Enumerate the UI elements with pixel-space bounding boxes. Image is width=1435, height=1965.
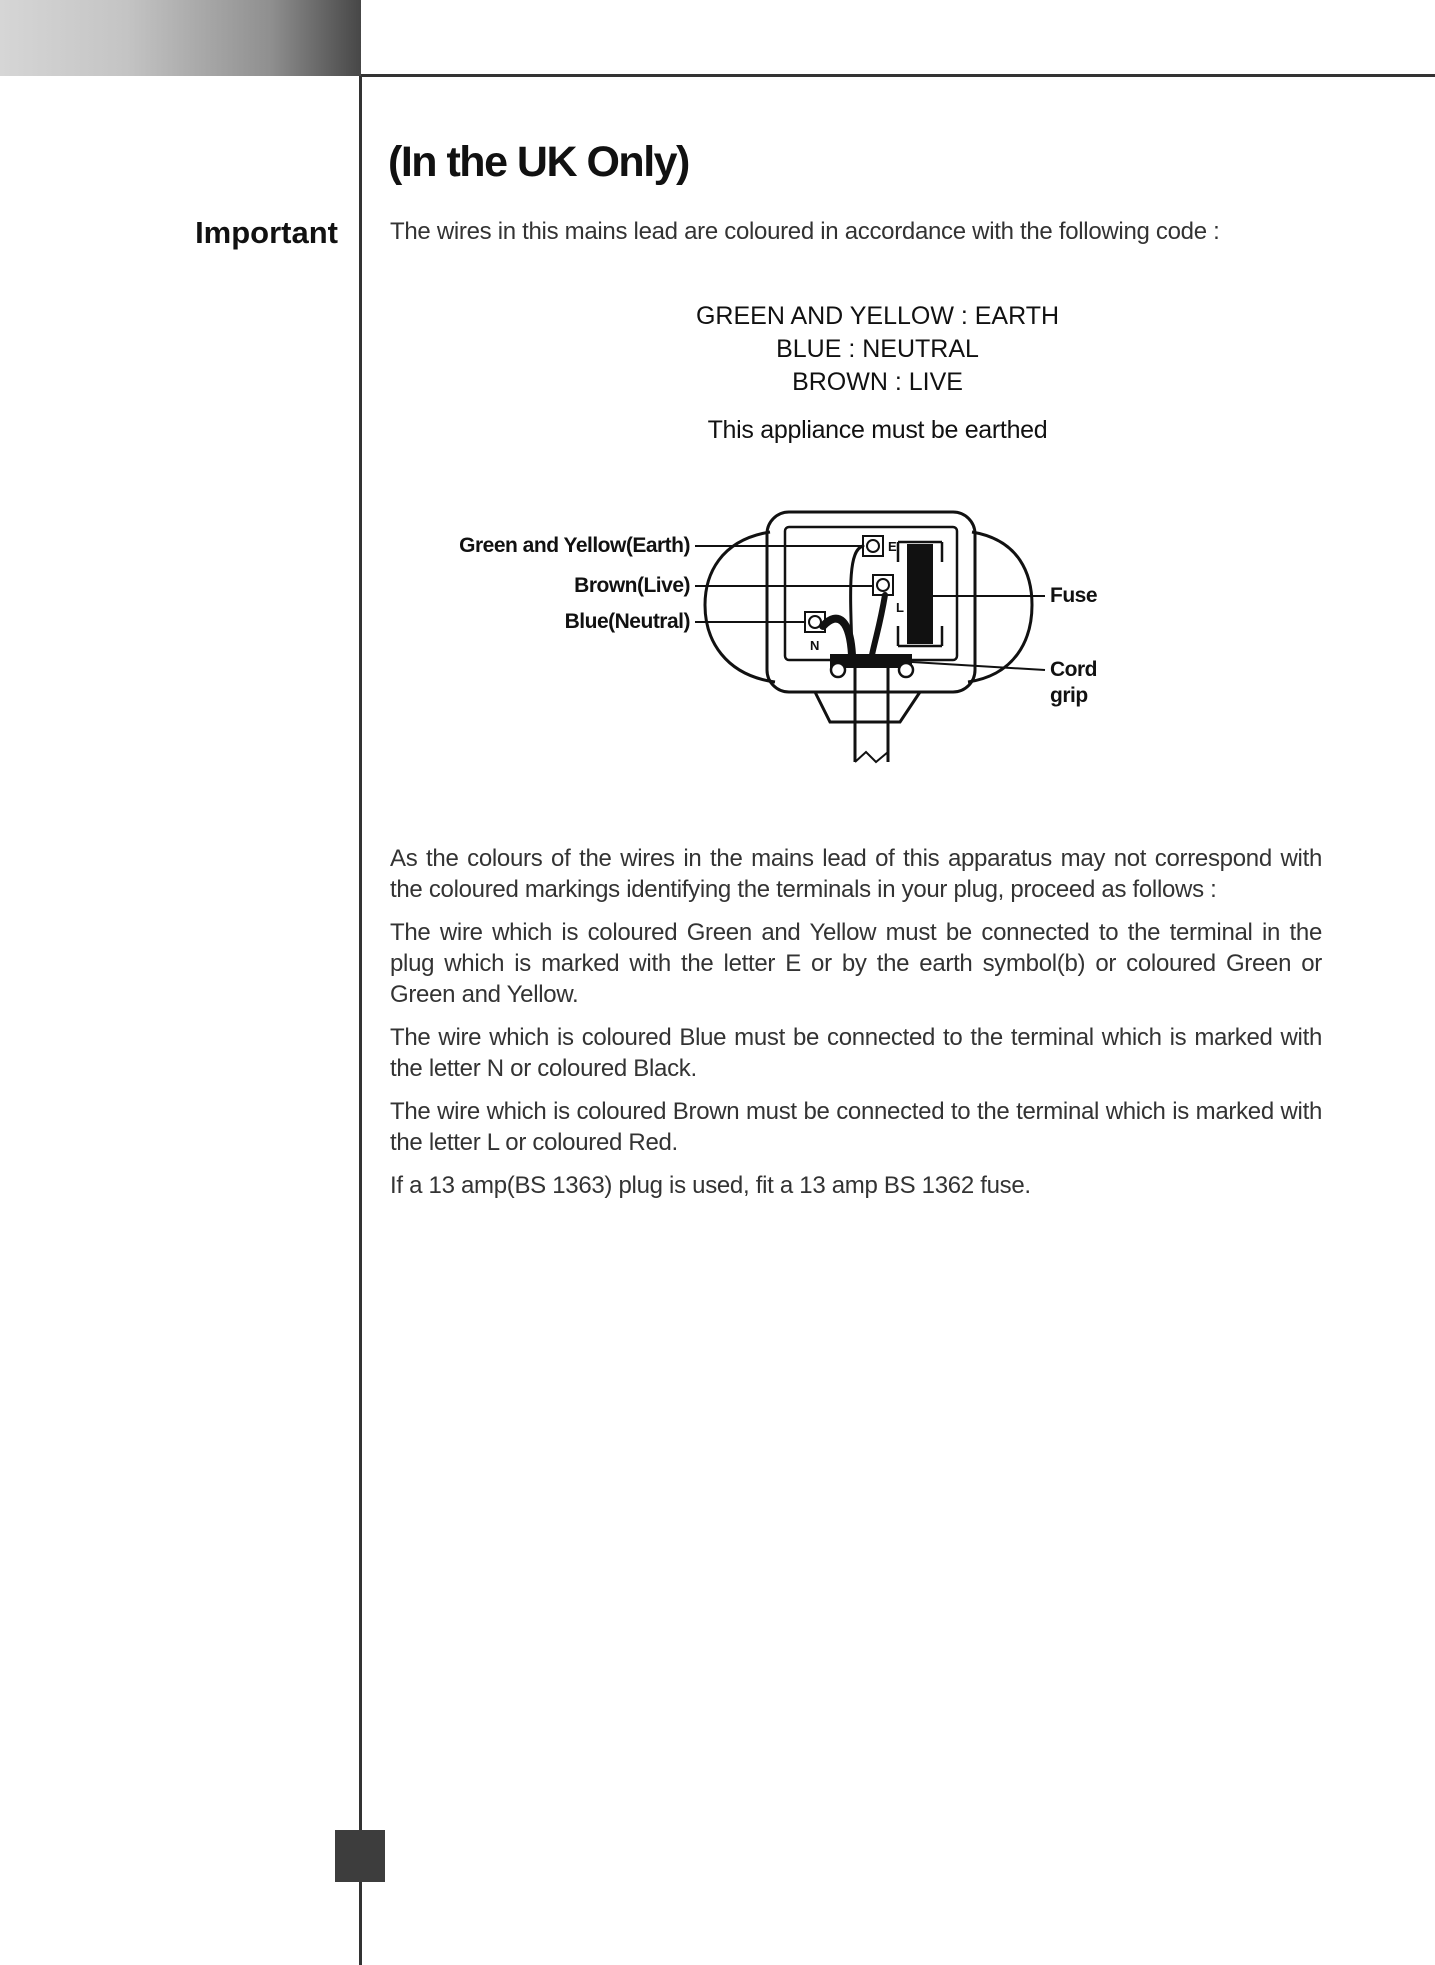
label-cord: Cord bbox=[1050, 658, 1097, 681]
side-label-important: Important bbox=[195, 215, 338, 250]
instruction-paragraph: If a 13 amp(BS 1363) plug is used, fit a 13 amp BS 1362 fuse. bbox=[390, 1172, 1031, 1199]
instruction-paragraph: The wire which is coloured Blue must be connected to the terminal which is marked with the letter N or coloured Black. bbox=[390, 1024, 1322, 1082]
label-earth: Green and Yellow(Earth) bbox=[459, 534, 690, 557]
code-line-earth: GREEN AND YELLOW : EARTH bbox=[695, 302, 1060, 330]
label-live: Brown(Live) bbox=[574, 574, 690, 597]
code-line-live: BROWN : LIVE bbox=[792, 368, 963, 396]
margin-rule bbox=[359, 76, 362, 1965]
terminal-label-e: E bbox=[888, 539, 897, 554]
page-title: (In the UK Only) bbox=[388, 138, 689, 186]
label-grip: grip bbox=[1050, 684, 1088, 707]
label-fuse: Fuse bbox=[1050, 584, 1098, 607]
plug-wiring-diagram bbox=[420, 500, 1120, 770]
page-marker bbox=[335, 1830, 385, 1882]
terminal-label-l: L bbox=[896, 600, 904, 615]
header-tab bbox=[0, 0, 361, 76]
earthed-note: This appliance must be earthed bbox=[707, 416, 1048, 444]
instruction-paragraph: The wire which is coloured Brown must be connected to the terminal which is marked with the letter L or coloured Red. bbox=[390, 1098, 1322, 1156]
code-line-neutral: BLUE : NEUTRAL bbox=[776, 335, 979, 363]
terminal-label-n: N bbox=[810, 638, 819, 653]
instruction-paragraph: As the colours of the wires in the mains lead of this apparatus may not correspond with the coloured markings identifying the terminals in your plug, proceed as follows : bbox=[390, 845, 1322, 903]
header-rule bbox=[361, 74, 1435, 77]
wiring-instructions bbox=[390, 843, 1322, 1213]
label-neutral: Blue(Neutral) bbox=[564, 610, 690, 633]
instruction-paragraph: The wire which is coloured Green and Yellow must be connected to the terminal in the plug which is marked with the letter E or by the earth symbol(b) or coloured Green or Green and Yellow. bbox=[390, 919, 1322, 1008]
wire-colour-code bbox=[580, 300, 1175, 399]
intro-text: The wires in this mains lead are coloured in accordance with the following code : bbox=[390, 218, 1220, 245]
